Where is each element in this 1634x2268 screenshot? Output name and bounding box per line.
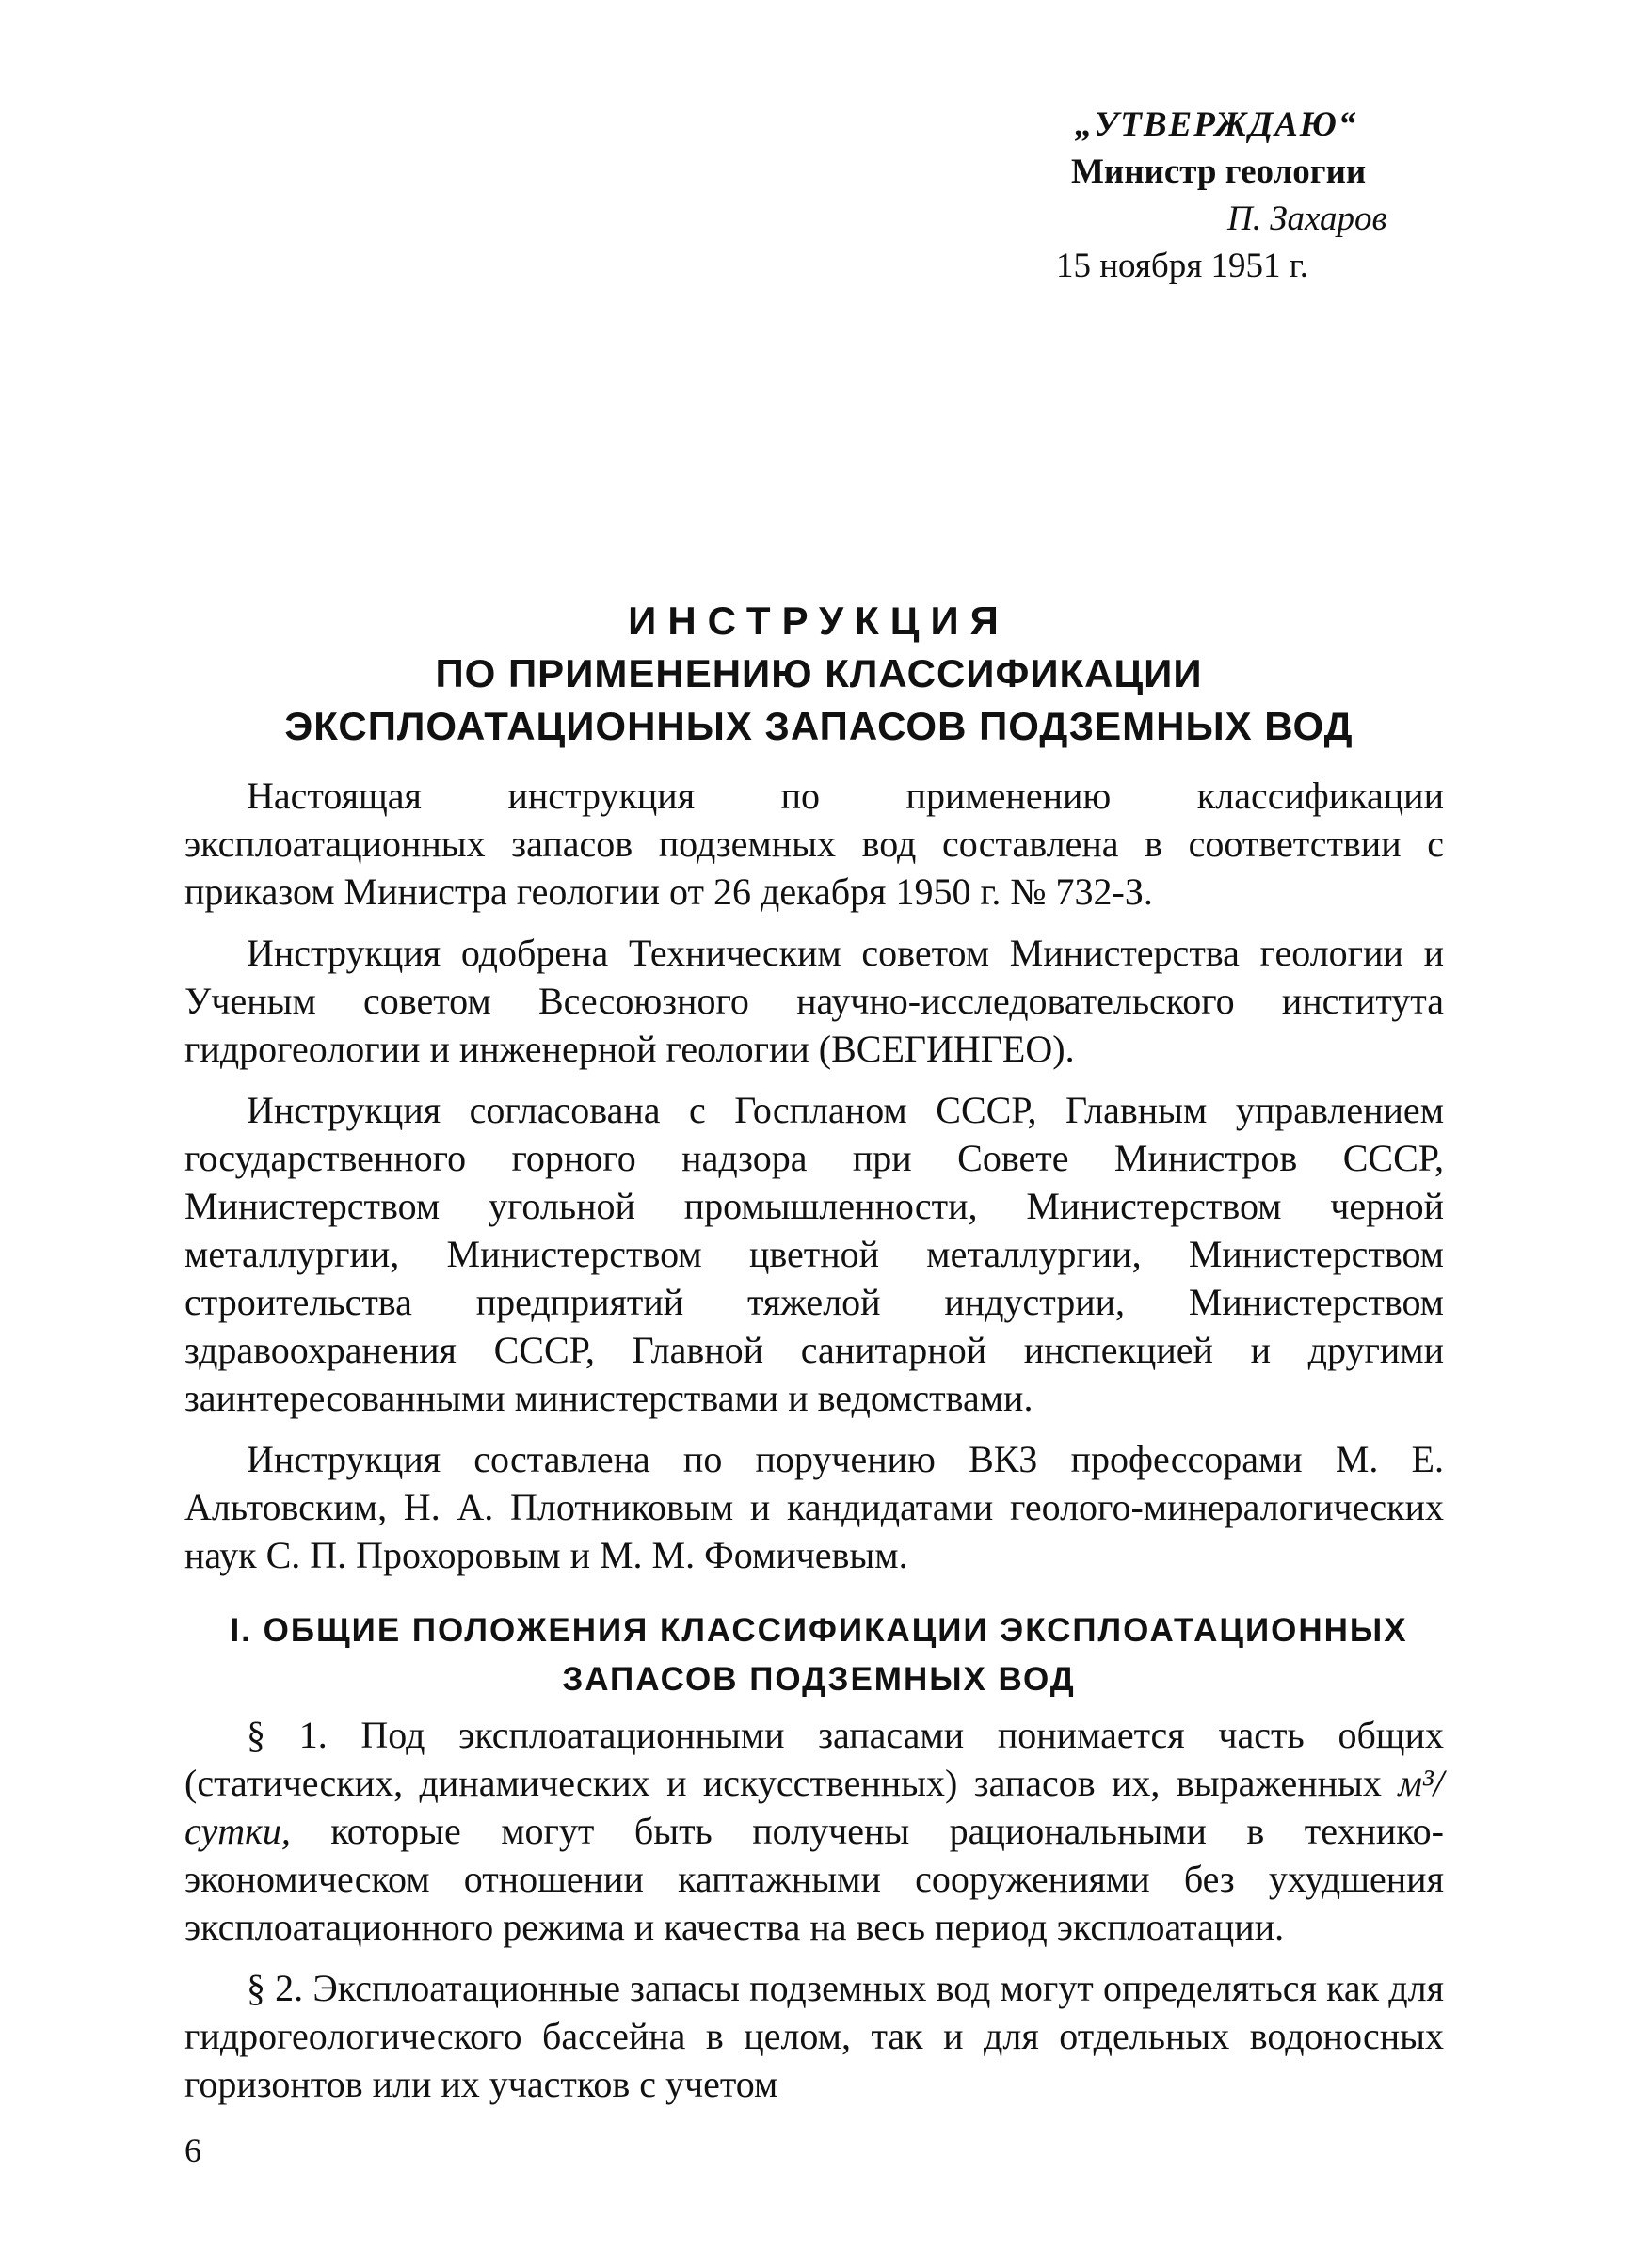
paragraph-1-text-end: которые могут быть получены рациональными в технико-экономическом отношении каптажными сооружениями без ухудшения эксплоатационного режима и качества на весь период эксплоатации. [184, 1810, 1444, 1948]
approval-date: 15 ноября 1951 г. [1056, 247, 1308, 285]
title-line-3: ЭКСПЛОАТАЦИОННЫХ ЗАПАСОВ ПОДЗЕМНЫХ ВОД [284, 704, 1354, 748]
approval-position: Министр геологии [1071, 152, 1367, 191]
paragraph-1-text-start: § 1. Под эксплоатационными запасами понимается часть общих (статических, динамических и искусственных) запасов их, выраженных [184, 1714, 1444, 1804]
title-line-2: ПО ПРИМЕНЕНИЮ КЛАССИФИКАЦИИ [435, 651, 1203, 695]
intro-paragraph-1: Настоящая инструкция по применению классификации эксплоатационных запасов подземных вод составлена в соответствии с приказом Министра геологии от 26 декабря 1950 г. № 732-З. [184, 775, 1444, 913]
document-title [151, 595, 1487, 753]
intro-paragraph-4: Инструкция составлена по поручению ВКЗ профессорами М. Е. Альтовским, Н. А. Плотниковым и кандидатами геолого-минералогических наук С. П. Прохоровым и М. М. Фомичевым. [184, 1438, 1444, 1576]
section-heading-line-2: ЗАПАСОВ ПОДЗЕМНЫХ ВОД [562, 1661, 1076, 1698]
approval-signer: П. Захаров [1227, 200, 1387, 238]
title-line-1: ИНСТРУКЦИЯ [628, 599, 1010, 643]
intro-text [184, 772, 1444, 1592]
section-paragraph-1 [184, 1711, 1444, 1951]
unit-text: м³/сутки, [184, 1762, 1444, 1852]
section-paragraph-2: § 2. Эксплоатационные запасы подземных вод могут определяться как для гидрогеологического бассейна в целом, так и для отдельных водоносных горизонтов или их участков с учетом [184, 1967, 1444, 2105]
section-heading [194, 1606, 1444, 1704]
approval-stamp-text: „УТВЕРЖДАЮ“ [1075, 105, 1358, 144]
intro-paragraph-3: Инструкция согласована с Госпланом СССР, Главным управлением государственного горного надзора при Совете Министров СССР, Министерством угольной промышленности, Министерством черной металлургии, Министерством цветной металлургии, Министерством строительства предприятий тяжелой индустрии, Министерством здравоохранения СССР, Главной санитарной инспекцией и другими заинтересованными министерствами и ведомствами. [184, 1089, 1444, 1419]
intro-paragraph-2: Инструкция одобрена Техническим советом Министерства геологии и Ученым советом Всесоюзного научно-исследовательского института гидрогеологии и инженерной геологии (ВСЕГИНГЕО). [184, 932, 1444, 1070]
page-number: 6 [184, 2132, 201, 2169]
section-heading-line-1: I. ОБЩИЕ ПОЛОЖЕНИЯ КЛАССИФИКАЦИИ ЭКСПЛОАТАЦИОННЫХ [230, 1612, 1408, 1649]
section-text [184, 1711, 1444, 2121]
approval-block [1054, 102, 1544, 290]
